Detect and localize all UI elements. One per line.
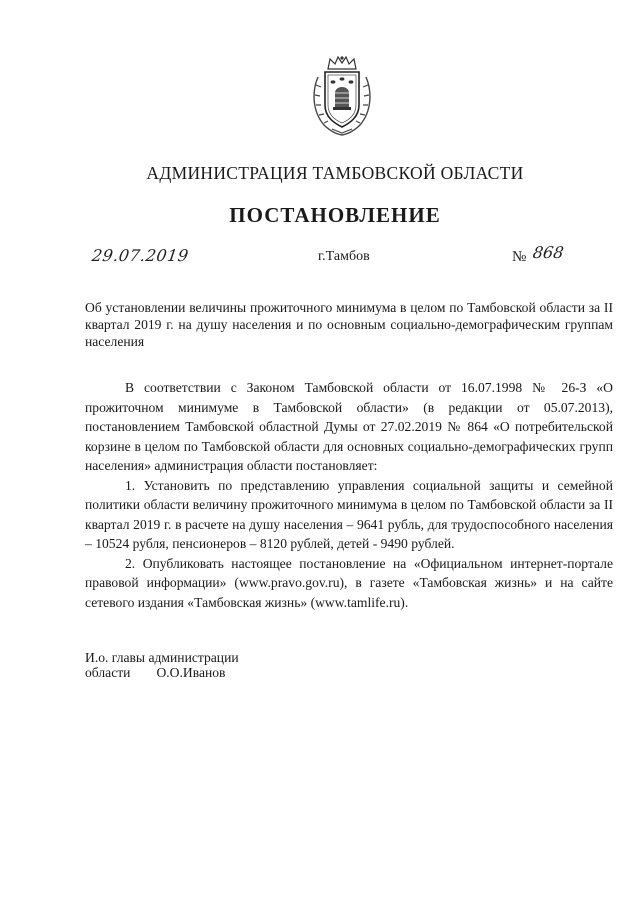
document-subject: Об установлении величины прожиточного минимума в целом по Тамбовской области за II квартал 2019 г. на душу населения и по основным социально-демографическим группам населения bbox=[85, 300, 613, 349]
clause-2-paragraph: 2. Опубликовать настоящее постановление на «Официальном интернет-портале правовой информации» (www.pravo.gov.ru), в газете «Тамбовская жизнь» и на сайте сетевого издания «Тамбовская жизнь» (www.tamlife.ru). bbox=[85, 555, 613, 610]
signatory-name: О.О.Иванов bbox=[156, 665, 226, 680]
city-label: г.Тамбов bbox=[318, 249, 370, 264]
signatory-position: И.о. главы администрации bbox=[85, 650, 239, 665]
signatory-position-cont: области bbox=[85, 665, 131, 680]
clause-1-paragraph: 1. Установить по представлению управления социальной защиты и семейной политики области величину прожиточного минимума в целом по Тамбовской области за II квартал 2019 г. в расчете на душу населения – 9641 рубль, для трудоспособного населения – 10524 рубля, пенсионеров – 8120 рублей, детей - 9490 рублей. bbox=[85, 477, 613, 551]
organization-title: АДМИНИСТРАЦИЯ ТАМБОВСКОЙ ОБЛАСТИ bbox=[146, 163, 524, 183]
handwritten-date: 29.07.2019 bbox=[90, 246, 190, 265]
number-sign: № bbox=[512, 249, 527, 265]
preamble-paragraph: В соответствии с Законом Тамбовской области от 16.07.1998 № 26-З «О прожиточном минимуме в Тамбовской области» (в редакции от 05.07.2013), постановлением Тамбовской областной Думы от 27.02.2019 № 864 «О потребительской корзине в целом по Тамбовской области для основных социально-демографических групп населения» администрация области постановляет: bbox=[85, 380, 613, 473]
document-type-heading: ПОСТАНОВЛЕНИЕ bbox=[229, 203, 441, 227]
coat-of-arms-icon bbox=[308, 55, 376, 137]
signature-block bbox=[85, 650, 239, 680]
handwritten-number: 868 bbox=[531, 243, 565, 262]
document-body bbox=[85, 378, 613, 612]
